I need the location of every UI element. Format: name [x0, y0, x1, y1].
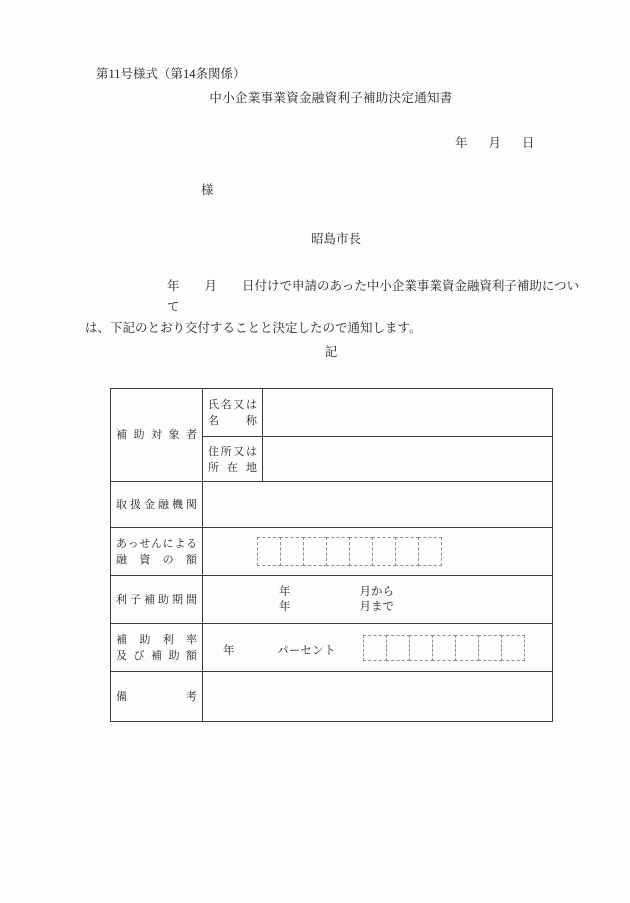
issuer-name: 昭島市長 [311, 232, 362, 246]
body-paragraph [85, 276, 585, 339]
label-line-1: あっせんによる [116, 537, 197, 550]
row-subsidy-recipient [111, 389, 552, 482]
row-recipient-name [203, 389, 552, 437]
row-subsidy-rate-amount [111, 624, 552, 672]
body-line-1: 年 月 日付けで申請のあった中小企業事業資金融資利子補助について [167, 279, 580, 314]
rate-percent-unit: パーセント [277, 645, 336, 657]
digit-box [418, 537, 442, 566]
value-remarks [203, 672, 552, 721]
year-label: 年 [455, 136, 468, 150]
label-line-2: 名 称 [208, 414, 257, 427]
label-address-or-location [203, 437, 263, 482]
value-subsidy-rate-amount [203, 624, 552, 671]
digit-box [280, 537, 304, 566]
body-line-2: は、下記のとおり交付することと決定したので通知します。 [85, 321, 422, 335]
value-address-or-location [263, 437, 552, 482]
value-loan-amount [203, 528, 552, 575]
row-remarks [111, 672, 552, 721]
subsidy-period-lines [203, 576, 552, 623]
label-line-1: 補 助 利 率 [116, 633, 197, 646]
label-line-2: 所 在 地 [208, 461, 257, 474]
digit-box [257, 537, 281, 566]
record-heading: 記 [324, 345, 338, 359]
label-text: 備 考 [116, 690, 197, 703]
digit-box [326, 537, 350, 566]
loan-amount-digit-boxes [257, 537, 442, 566]
digit-box [455, 635, 479, 661]
label-text: 利 子 補 助 期 間 [116, 593, 197, 606]
addressee-honorific: 様 [201, 183, 214, 197]
row-loan-amount [111, 528, 552, 576]
digit-box [363, 635, 387, 661]
digit-box [349, 537, 373, 566]
recipient-subrows [203, 389, 552, 481]
label-remarks [111, 672, 203, 721]
day-label: 日 [522, 136, 535, 150]
month-label: 月 [488, 136, 502, 150]
issue-date-line [455, 133, 535, 151]
value-name-or-title [263, 389, 552, 436]
label-line-1: 住所又は [208, 445, 257, 458]
label-text: 取 扱 金 融 機 関 [116, 498, 197, 511]
form-number: 第11号様式（第14条関係） [96, 67, 246, 81]
digit-box [432, 635, 456, 661]
label-line-2: 融 資 の 額 [116, 553, 197, 566]
label-name-or-title [203, 389, 263, 436]
label-financial-institution [111, 482, 203, 527]
value-subsidy-period [203, 576, 552, 623]
digit-box [303, 537, 327, 566]
digit-box [395, 537, 419, 566]
label-subsidy-period [111, 576, 203, 623]
digit-box [501, 635, 525, 661]
label-loan-amount [111, 528, 203, 575]
document-title: 中小企業事業資金融資利子補助決定通知書 [209, 91, 453, 105]
rate-year-prefix: 年 [223, 645, 235, 657]
period-to-line: 年 月まで [279, 600, 394, 613]
value-financial-institution [203, 482, 552, 527]
row-subsidy-period [111, 576, 552, 624]
subsidy-table [110, 388, 553, 722]
label-line-2: 及 び 補 助 額 [116, 649, 197, 662]
label-text: 補 助 対 象 者 [116, 429, 197, 441]
subsidy-amount-digit-boxes [363, 635, 525, 661]
label-line-1: 氏名又は [208, 398, 257, 411]
period-from-line: 年 月から [279, 585, 394, 598]
digit-box [409, 635, 433, 661]
row-financial-institution [111, 482, 552, 528]
digit-box [386, 635, 410, 661]
label-subsidy-rate-amount [111, 624, 203, 671]
digit-box [372, 537, 396, 566]
label-subsidy-recipient [111, 389, 203, 481]
row-recipient-address [203, 437, 552, 482]
digit-box [478, 635, 502, 661]
